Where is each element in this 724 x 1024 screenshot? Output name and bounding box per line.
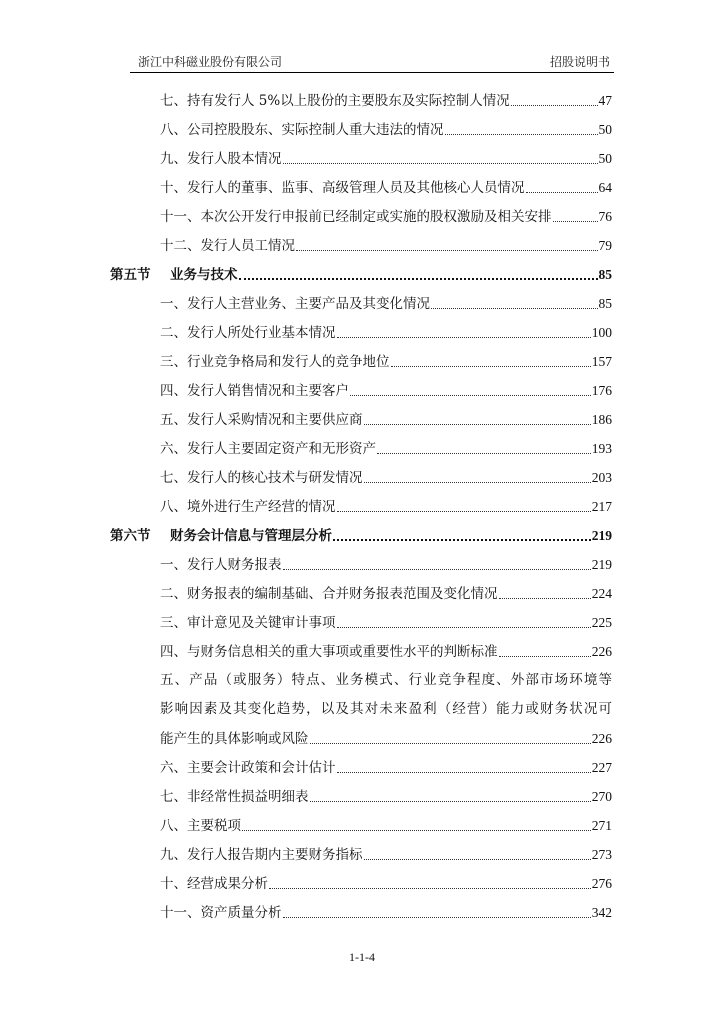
toc-entry-title: 十一、资产质量分析 [160,905,282,921]
dot-leader [283,569,591,570]
dot-leader [377,453,591,454]
toc-entry-title: 三、审计意见及关键审计事项 [160,615,336,631]
toc-entry-title: 八、主要税项 [160,818,241,834]
toc-entry-title: 四、与财务信息相关的重大事项或重要性水平的判断标准 [160,644,498,660]
toc-entry-page: 203 [591,470,612,485]
section-title: 业务与技术 [170,267,238,283]
toc-entry-title: 十二、发行人员工情况 [160,238,295,254]
toc-entry-page: 47 [598,93,612,108]
toc-entry-page: 85 [598,296,612,311]
toc-entry-multiline-end[interactable] [160,729,612,749]
toc-entry-title: 七、非经常性损益明细表 [160,789,309,805]
toc-entry[interactable] [160,497,612,517]
dot-leader [511,105,598,106]
toc-entry-page: 176 [591,383,612,398]
toc-entry[interactable] [160,642,612,662]
toc-entry-title: 八、境外进行生产经营的情况 [160,499,336,515]
toc-entry-page: 270 [591,789,612,804]
dot-leader [499,656,591,657]
toc-entry-title: 九、发行人股本情况 [160,151,282,167]
toc-entry-title: 八、公司控股股东、实际控制人重大违法的情况 [160,122,444,138]
dot-leader [269,888,591,889]
dot-leader [337,627,591,628]
toc-entry-title: 二、发行人所处行业基本情况 [160,325,336,341]
toc-entry[interactable] [160,874,612,894]
header-document-type: 招股说明书 [549,55,610,69]
toc-entry[interactable] [160,120,612,140]
toc-entry-page: 50 [598,122,612,137]
toc-entry-page: 157 [591,354,612,369]
toc-entry-title: 一、发行人主营业务、主要产品及其变化情况 [160,296,430,312]
toc-entry[interactable] [160,903,612,923]
section-number: 第六节 [110,528,151,544]
toc-entry-page: 219 [591,557,612,572]
toc-entry[interactable] [160,294,612,314]
dot-leader [499,598,591,599]
toc-entry-title: 一、发行人财务报表 [160,557,282,573]
dot-leader [242,830,591,831]
dot-leader [391,366,591,367]
toc-entry-page: 226 [591,731,612,746]
toc-entry-title: 四、发行人销售情况和主要客户 [160,383,349,399]
page-number: 1-1-4 [349,950,375,964]
dot-leader [296,250,598,251]
toc-entry[interactable] [160,149,612,169]
toc-entry[interactable] [160,468,612,488]
toc-entry-title: 三、行业竞争格局和发行人的竞争地位 [160,354,390,370]
toc-entry[interactable] [160,236,612,256]
toc-entry-page: 227 [591,760,612,775]
toc-entry-title: 十一、本次公开发行申报前已经制定或实施的股权激励及相关安排 [160,209,552,225]
toc-entry[interactable] [160,352,612,372]
dot-leader [337,337,591,338]
toc-entry-page: 342 [591,905,612,920]
toc-entry-page: 224 [591,586,612,601]
dot-leader [310,743,591,744]
toc-entry[interactable] [160,410,612,430]
dot-leader [526,192,598,193]
toc-entry-page: 100 [591,325,612,340]
toc-entry-title: 十、经营成果分析 [160,876,268,892]
dot-leader [364,859,591,860]
page-footer [0,950,724,965]
toc-entry-page: 193 [591,441,612,456]
toc-entry[interactable] [160,91,612,111]
toc-entry-title: 五、发行人采购情况和主要供应商 [160,412,363,428]
toc-entry-page: 50 [598,151,612,166]
toc-entry[interactable] [160,323,612,343]
header-company-name: 浙江中科磁业股份有限公司 [138,55,283,69]
dot-leader [350,395,591,396]
toc-entry-page: 186 [591,412,612,427]
dot-leader [333,539,591,541]
dot-leader [364,424,591,425]
toc-entry-page: 76 [598,209,612,224]
toc-entry-page: 64 [598,180,612,195]
toc-entry-title: 二、财务报表的编制基础、合并财务报表范围及变化情况 [160,586,498,602]
toc-entry[interactable] [160,439,612,459]
dot-leader [283,917,591,918]
toc-entry-title: 七、发行人的核心技术与研发情况 [160,470,363,486]
toc-entry-page: 271 [591,818,612,833]
section-page: 219 [591,528,612,543]
dot-leader [445,134,598,135]
section-title: 财务会计信息与管理层分析 [170,528,332,544]
toc-entry[interactable] [160,207,612,227]
section-page: 85 [598,267,612,282]
toc-entry[interactable] [160,584,612,604]
toc-entry-multiline[interactable] [160,666,612,724]
dot-leader [310,801,591,802]
toc-entry-title-line: 五、产品（或服务）特点、业务模式、行业竞争程度、外部市场环境等 [160,672,612,688]
dot-leader [553,221,598,222]
toc-entry-page: 217 [591,499,612,514]
section-number: 第五节 [110,267,151,283]
toc-entry[interactable] [160,613,612,633]
toc-entry-page: 79 [598,238,612,253]
dot-leader [337,511,591,512]
toc-entry-title: 十、发行人的董事、监事、高级管理人员及其他核心人员情况 [160,180,525,196]
toc-entry[interactable] [160,816,612,836]
dot-leader [364,482,591,483]
toc-entry[interactable] [160,845,612,865]
toc-entry[interactable] [160,178,612,198]
toc-entry[interactable] [160,381,612,401]
toc-entry[interactable] [160,555,612,575]
dot-leader [337,772,591,773]
toc-entry-title: 九、发行人报告期内主要财务指标 [160,847,363,863]
toc-section-6[interactable] [110,526,612,546]
dot-leader [239,278,598,280]
toc-entry-page: 273 [591,847,612,862]
toc-entry-title-line: 影响因素及其变化趋势，以及其对未来盈利（经营）能力或财务状况可 [160,701,612,717]
toc-entry[interactable] [160,758,612,778]
toc-entry-title: 七、持有发行人 5%以上股份的主要股东及实际控制人情况 [160,93,510,109]
toc-entry-title: 六、主要会计政策和会计估计 [160,760,336,776]
toc-entry-page: 276 [591,876,612,891]
toc-entry-title-line: 能产生的具体影响或风险 [160,731,309,747]
dot-leader [283,163,598,164]
toc-entry-page: 225 [591,615,612,630]
dot-leader [431,308,598,309]
toc-entry[interactable] [160,787,612,807]
toc-entry-page: 226 [591,644,612,659]
toc-section-5[interactable] [110,265,612,285]
page-header [130,50,614,73]
toc-entry-title: 六、发行人主要固定资产和无形资产 [160,441,376,457]
